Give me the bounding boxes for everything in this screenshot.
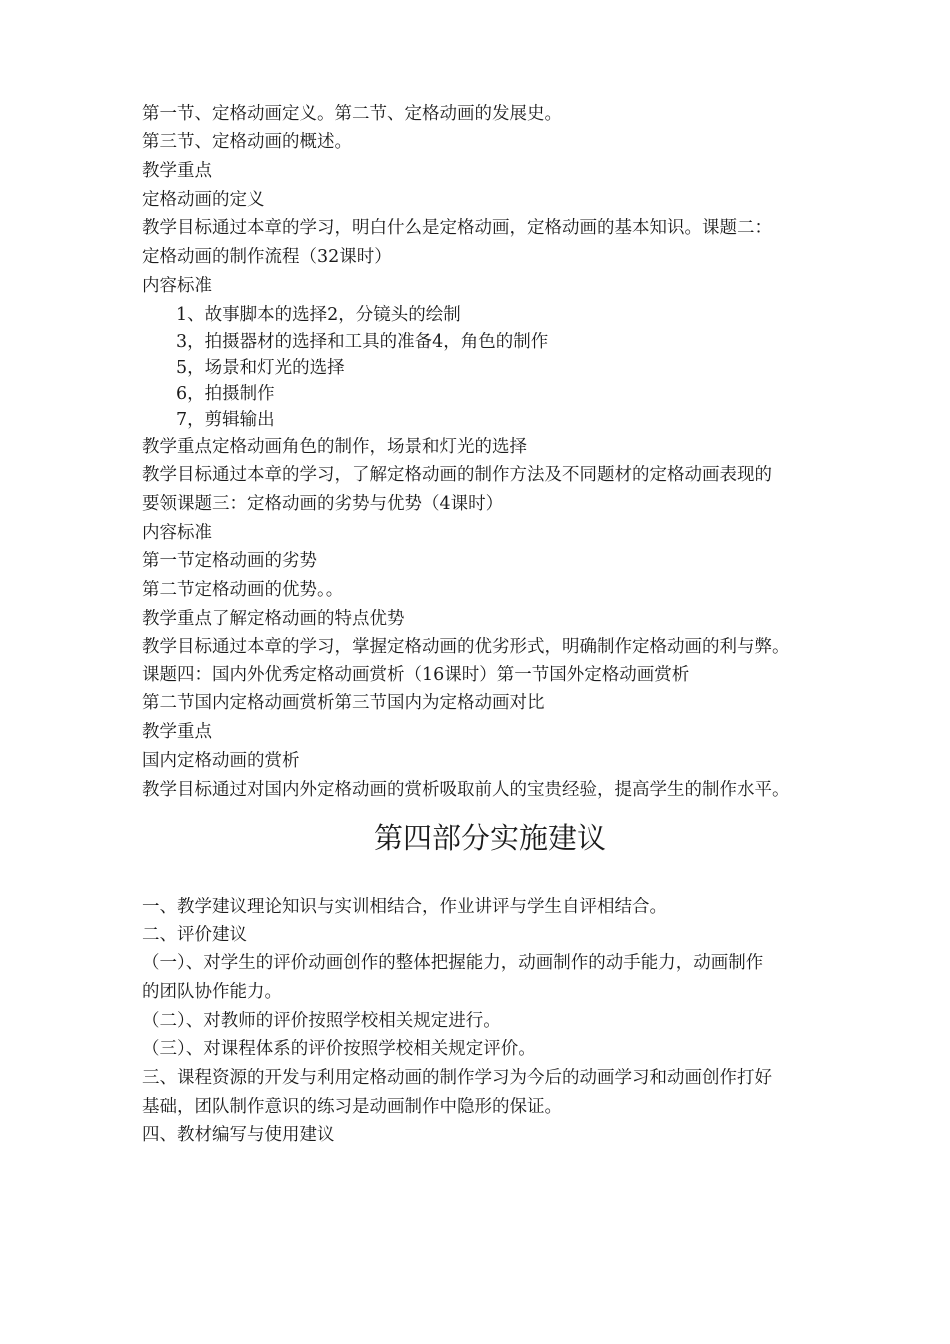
text-line: 课题四：国内外优秀定格动画赏析（16课时）第一节国外定格动画赏析 xyxy=(142,665,690,685)
text-line: 教学目标通过对国内外定格动画的赏析吸取前人的宝贵经验，提高学生的制作水平。 xyxy=(142,780,790,800)
list-item: 6，拍摄制作 xyxy=(176,384,275,404)
text-line: 内容标准 xyxy=(142,276,212,296)
text-line: 教学重点 xyxy=(142,161,212,181)
text-line: 内容标准 xyxy=(142,523,212,543)
list-item: 1、故事脚本的选择2，分镜头的绘制 xyxy=(176,305,461,325)
text-line: 三、课程资源的开发与利用定格动画的制作学习为今后的动画学习和动画创作打好 xyxy=(142,1068,772,1088)
text-line: 教学目标通过本章的学习，明白什么是定格动画，定格动画的基本知识。课题二： xyxy=(142,218,772,238)
text-line: （一）、对学生的评价动画创作的整体把握能力，动画制作的动手能力，动画制作 xyxy=(142,953,764,973)
text-line: 要领课题三：定格动画的劣势与优势（4课时） xyxy=(142,494,504,514)
list-item: 3，拍摄器材的选择和工具的准备4，角色的制作 xyxy=(176,332,549,352)
text-line: 二、评价建议 xyxy=(142,925,247,945)
text-line: 四、教材编写与使用建议 xyxy=(142,1125,335,1145)
text-line: （二）、对教师的评价按照学校相关规定进行。 xyxy=(142,1011,501,1031)
text-line: 第一节、定格动画定义。第二节、定格动画的发展史。 xyxy=(142,104,562,124)
text-line: 的团队协作能力。 xyxy=(142,982,282,1002)
text-line: 第三节、定格动画的概述。 xyxy=(142,132,352,152)
text-line: （三）、对课程体系的评价按照学校相关规定评价。 xyxy=(142,1039,536,1059)
text-line: 教学重点 xyxy=(142,722,212,742)
text-line: 第二节国内定格动画赏析第三节国内为定格动画对比 xyxy=(142,693,545,713)
text-line: 教学目标通过本章的学习，了解定格动画的制作方法及不同题材的定格动画表现的 xyxy=(142,465,772,485)
text-line: 教学重点定格动画角色的制作，场景和灯光的选择 xyxy=(142,437,527,457)
text-line: 教学重点了解定格动画的特点优势 xyxy=(142,609,405,629)
text-line: 第二节定格动画的优势。。 xyxy=(142,580,344,600)
text-line: 国内定格动画的赏析 xyxy=(142,751,300,771)
text-line: 一、教学建议理论知识与实训相结合，作业讲评与学生自评相结合。 xyxy=(142,897,667,917)
text-line: 基础，团队制作意识的练习是动画制作中隐形的保证。 xyxy=(142,1097,562,1117)
text-line: 定格动画的定义 xyxy=(142,190,265,210)
list-item: 7，剪辑输出 xyxy=(176,410,275,430)
text-line: 定格动画的制作流程（32课时） xyxy=(142,247,392,267)
list-item: 5，场景和灯光的选择 xyxy=(176,358,345,378)
text-line: 第一节定格动画的劣势 xyxy=(142,551,317,571)
text-line: 教学目标通过本章的学习，掌握定格动画的优劣形式，明确制作定格动画的利与弊。 xyxy=(142,637,790,657)
part-heading: 第四部分实施建议 xyxy=(373,821,606,855)
